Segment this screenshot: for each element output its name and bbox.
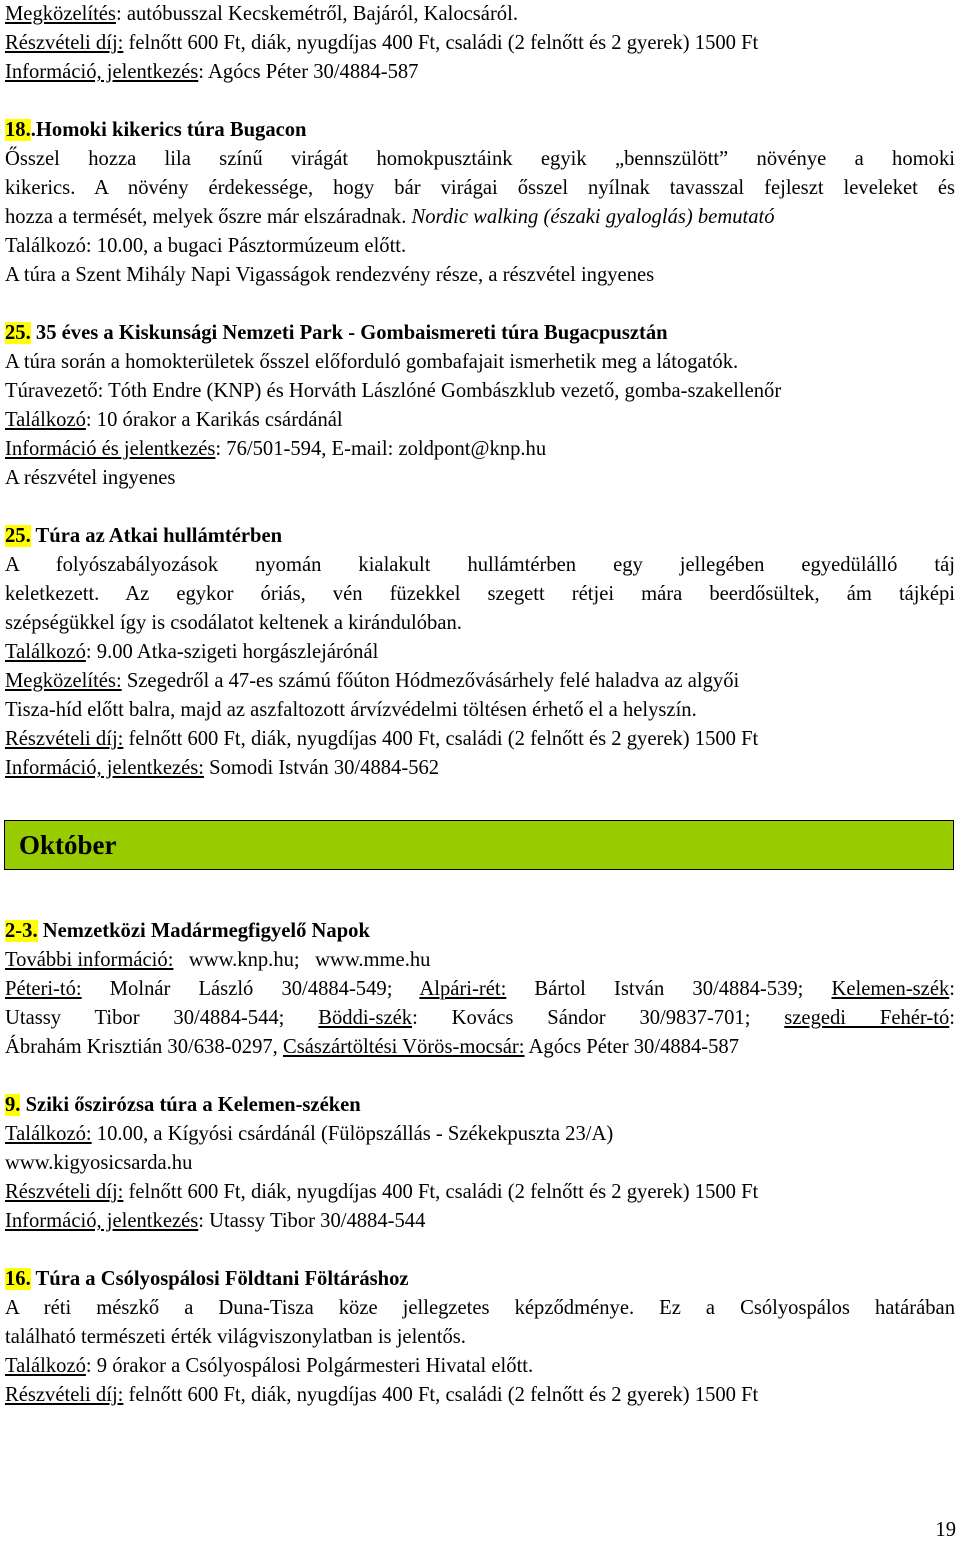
contact-text: Utassy Tibor 30/4884-544; [5, 1007, 319, 1029]
info-line [5, 754, 955, 783]
event-date: 25. [5, 525, 31, 547]
description-line: keletkezett. Az egykor óriás, vén füzekkel szegett rétjei mára beerdősültek, ám tájképi [5, 583, 955, 605]
fee-line [5, 725, 955, 754]
approach-line [5, 0, 955, 29]
contact-text: Ábrahám Krisztián 30/638-0297, [5, 1036, 283, 1058]
meeting-text: : 10 órakor a Karikás csárdánál [85, 409, 343, 431]
meeting-text: : 9.00 Atka-szigeti horgászlejárónál [85, 641, 379, 663]
event-date: 25. [5, 322, 31, 344]
event-date: 2-3. [5, 920, 38, 942]
approach-line [5, 667, 955, 696]
document-page [5, 0, 955, 1410]
contact-text: : [949, 978, 955, 1000]
fee-line [5, 29, 955, 58]
info-line [5, 435, 955, 464]
contact-text: : [949, 1007, 955, 1029]
event-heading [5, 1091, 955, 1120]
contact-place: Böddi-szék [318, 1007, 413, 1029]
contact-place: Kelemen-szék [831, 978, 950, 1000]
guide-label: Túravezető [5, 380, 98, 402]
description-line: kikerics. A növény érdekessége, hogy bár virágai ősszel nyílnak tavasszal fejleszt leveleket és [5, 177, 955, 199]
approach-label: Megközelítés [5, 3, 116, 25]
contact-place: Császártöltési Vörös-mocsár: [282, 1036, 525, 1058]
event-date-sep: . [30, 119, 36, 141]
more-info-label: További információ: [5, 949, 174, 971]
event-heading [5, 1265, 955, 1294]
contact-text: Bártol István 30/4884-539; [506, 978, 832, 1000]
meeting-label: Találkozó [5, 1355, 86, 1377]
info-label: Információ, jelentkezés [5, 1210, 199, 1232]
description-line: A túra során a homokterületek ősszel előforduló gombafajait ismerhetik meg a látogatók. [5, 351, 739, 373]
approach-text: : autóbusszal Kecskemétről, Bajáról, Kalocsáról. [115, 3, 518, 25]
description-text: hozza a termését, melyek őszre már elszáradnak. [5, 206, 412, 228]
info-label: Információ és jelentkezés [5, 438, 216, 460]
info-line [5, 1207, 955, 1236]
meeting-line [5, 232, 955, 261]
event-heading [5, 917, 955, 946]
fee-text: felnőtt 600 Ft, diák, nyugdíjas 400 Ft, családi (2 felnőtt és 2 gyerek) 1500 Ft [123, 1384, 759, 1406]
website-link[interactable]: www.kigyosicsarda.hu [5, 1152, 193, 1174]
fee-label: Részvételi díj: [5, 728, 124, 750]
fee-line [5, 1178, 955, 1207]
month-title: Október [19, 829, 117, 860]
fee-label: Részvételi díj: [5, 1181, 124, 1203]
description-line: található természeti érték világviszonylatban is jelentős. [5, 1326, 466, 1348]
page-number: 19 [935, 1519, 956, 1541]
event-title: Nemzetközi Madármegfigyelő Napok [37, 920, 370, 942]
description-line: szépségükkel így is csodálatot keltenek a kirándulóban. [5, 612, 462, 634]
meeting-text: : 10.00, a bugaci Pásztormúzeum előtt. [85, 235, 407, 257]
meeting-text: : 9 órakor a Csólyospálosi Polgármesteri Hivatal előtt. [85, 1355, 534, 1377]
info-line [5, 58, 955, 87]
info-text: : Agócs Péter 30/4884-587 [198, 61, 419, 83]
more-info-line [5, 946, 955, 975]
contact-place: Alpári-rét: [419, 978, 507, 1000]
more-info-links: www.knp.hu; www.mme.hu [173, 949, 431, 971]
approach-line: Tisza-híd előtt balra, majd az aszfaltozott árvízvédelmi töltésen érhető el a helyszín. [5, 699, 697, 721]
meeting-label: Találkozó: [5, 1123, 92, 1145]
info-text: : Utassy Tibor 30/4884-544 [198, 1210, 426, 1232]
event-title: 35 éves a Kiskunsági Nemzeti Park - Gombaismereti túra Bugacpusztán [30, 322, 668, 344]
month-header-bar [4, 820, 954, 870]
contact-place: Péteri-tó: [5, 978, 82, 1000]
meeting-line [5, 638, 955, 667]
contact-line [5, 1033, 955, 1062]
description-line: Ősszel hozza lila színű virágát homokpusztáink egyik „bennszülött” növénye a homoki [5, 148, 955, 170]
meeting-line [5, 406, 955, 435]
info-text: Somodi István 30/4884-562 [203, 757, 440, 779]
approach-label: Megközelítés: [5, 670, 122, 692]
participation-note: A részvétel ingyenes [5, 467, 176, 489]
fee-line [5, 1381, 955, 1410]
contact-text: Agócs Péter 30/4884-587 [524, 1036, 740, 1058]
fee-label: Részvételi díj: [5, 1384, 124, 1406]
event-heading [5, 319, 955, 348]
description-line: A folyószabályozások nyomán kialakult hullámtérben egy jellegében egyedülálló táj [5, 554, 955, 576]
approach-text: Szegedről a 47-es számú főúton Hódmezővásárhely felé haladva az algyői [121, 670, 740, 692]
event-date: 16. [5, 1268, 31, 1290]
meeting-label: Találkozó [5, 641, 86, 663]
contact-line [5, 1004, 955, 1033]
info-label: Információ, jelentkezés [5, 61, 199, 83]
event-title: Túra az Atkai hullámtérben [30, 525, 283, 547]
contact-text: : Kovács Sándor 30/9837-701; [412, 1007, 785, 1029]
event-title: Túra a Csólyospálosi Földtani Föltáráshoz [30, 1268, 409, 1290]
event-date: 18. [5, 119, 31, 141]
event-note: A túra a Szent Mihály Napi Vigasságok rendezvény része, a részvétel ingyenes [5, 264, 655, 286]
fee-text: felnőtt 600 Ft, diák, nyugdíjas 400 Ft, családi (2 felnőtt és 2 gyerek) 1500 Ft [123, 32, 759, 54]
nordic-walking-note: Nordic walking (északi gyaloglás) bemutató [411, 206, 775, 228]
meeting-label: Találkozó [5, 409, 86, 431]
info-label: Információ, jelentkezés: [5, 757, 204, 779]
description-line [5, 203, 955, 232]
fee-label: Részvételi díj: [5, 32, 124, 54]
fee-text: felnőtt 600 Ft, diák, nyugdíjas 400 Ft, családi (2 felnőtt és 2 gyerek) 1500 Ft [123, 728, 759, 750]
event-date: 9. [5, 1094, 21, 1116]
event-heading [5, 522, 955, 551]
guide-text: : Tóth Endre (KNP) és Horváth Lászlóné Gombászklub vezető, gomba-szakellenőr [97, 380, 782, 402]
fee-text: felnőtt 600 Ft, diák, nyugdíjas 400 Ft, családi (2 felnőtt és 2 gyerek) 1500 Ft [123, 1181, 759, 1203]
contact-text: Molnár László 30/4884-549; [81, 978, 420, 1000]
meeting-text: 10.00, a Kígyósi csárdánál (Fülöpszállás - Székekpuszta 23/A) [91, 1123, 614, 1145]
meeting-label: Találkozó [5, 235, 86, 257]
meeting-line [5, 1120, 955, 1149]
event-title: Homoki kikerics túra Bugacon [35, 119, 307, 141]
contact-line [5, 975, 955, 1004]
info-text: : 76/501-594, E-mail: zoldpont@knp.hu [215, 438, 547, 460]
event-title: Sziki őszirózsa túra a Kelemen-széken [20, 1094, 361, 1116]
contact-place: szegedi Fehér-tó [784, 1007, 950, 1029]
guide-line [5, 377, 955, 406]
description-line: A réti mészkő a Duna-Tisza köze jellegzetes képződménye. Ez a Csólyospálos határában [5, 1297, 955, 1319]
meeting-line [5, 1352, 955, 1381]
event-heading [5, 116, 955, 145]
